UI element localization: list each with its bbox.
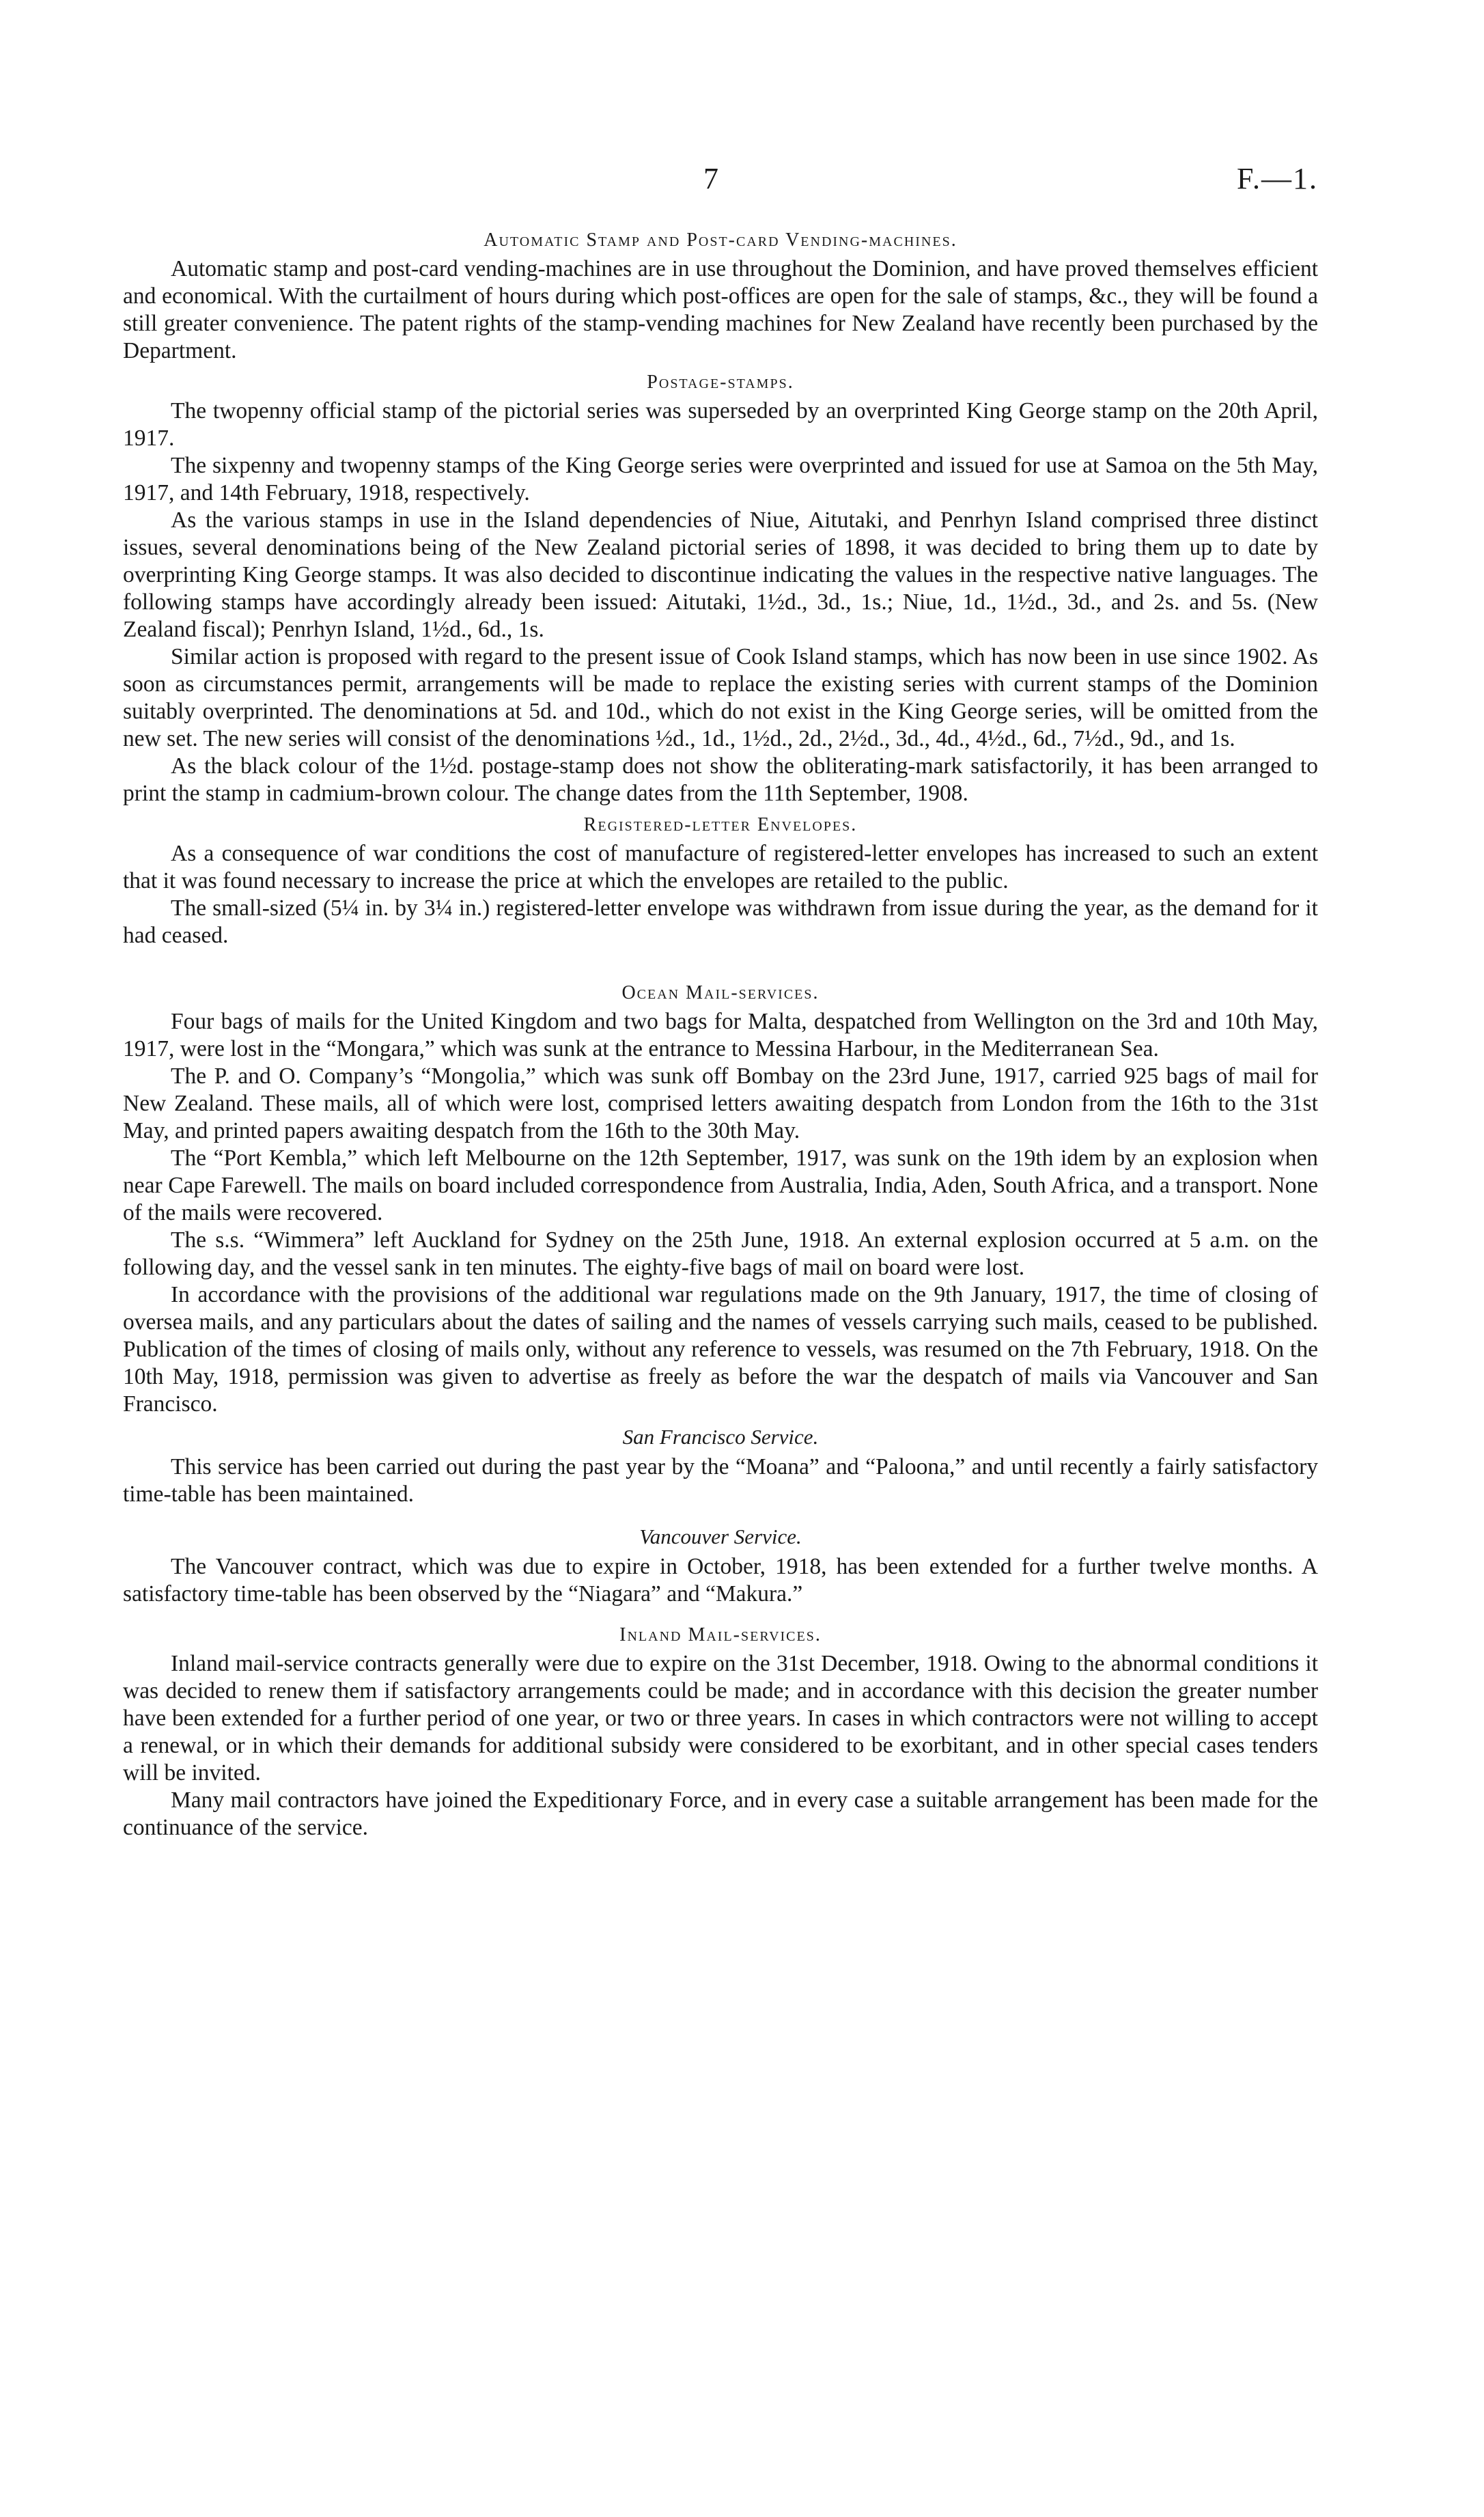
spacer bbox=[123, 1508, 1318, 1518]
document-page bbox=[123, 161, 1318, 1841]
section-heading-inland-mail: Inland Mail-services. bbox=[619, 1624, 822, 1645]
document-reference: F.—1. bbox=[1237, 162, 1318, 195]
paragraph: The Vancouver contract, which was due to expire in October, 1918, has been extended for a further twelve months. A satisfactory time-table has been observed by the “Niagara” and “Makura.” bbox=[123, 1554, 1318, 1607]
paragraph: The sixpenny and twopenny stamps of the King George series were overprinted and issued for use at Samoa on the 5th May, 1917, and 14th February, 1918, respectively. bbox=[123, 453, 1318, 505]
section-heading-automatic-machines: Automatic Stamp and Post-card Vending-machines. bbox=[484, 230, 957, 251]
section-heading-ocean-mail: Ocean Mail-services. bbox=[621, 982, 820, 1003]
subsection-heading-san-francisco: San Francisco Service. bbox=[622, 1425, 819, 1449]
subsection-heading-vancouver: Vancouver Service. bbox=[639, 1525, 802, 1548]
page-header bbox=[123, 161, 1318, 223]
paragraph: Four bags of mails for the United Kingdom and two bags for Malta, despatched from Wellington on the 3rd and 10th May, 1917, were lost in the “Mongara,” which was sunk at the entrance to Messina Harbour, in the Mediterranean Sea. bbox=[123, 1009, 1318, 1061]
paragraph: The twopenny official stamp of the pictorial series was superseded by an overprinted King George stamp on the 20th April, 1917. bbox=[123, 398, 1318, 451]
paragraph: The s.s. “Wimmera” left Auckland for Sydney on the 25th June, 1918. An external explosion occurred at 5 a.m. on the following day, and the vessel sank in ten minutes. The eighty-five bags of mail on board were lost. bbox=[123, 1227, 1318, 1280]
paragraph: Similar action is proposed with regard to the present issue of Cook Island stamps, which has now been in use since 1902. As soon as circumstances permit, arrangements will be made to replace the existing series with current stamps of the Dominion suitably overprinted. The denominations at 5d. and 10d., which do not exist in the King George series, will be omitted from the new set. The new series will consist of the denominations ½d., 1d., 1½d., 2d., 2½d., 3d., 4d., 4½d., 6d., 7½d., 9d., and 1s. bbox=[123, 644, 1318, 751]
paragraph: In accordance with the provisions of the additional war regulations made on the 9th January, 1917, the time of closing of oversea mails, and any particulars about the dates of sailing and the names of vessels carrying such mails, ceased to be published. Publication of the times of closing of mails only, without any reference to vessels, was resumed on the 7th February, 1918. On the 10th May, 1918, permission was given to advertise as freely as before the war the despatch of mails via Vancouver and San Francisco. bbox=[123, 1282, 1318, 1417]
paragraph: Automatic stamp and post-card vending-machines are in use throughout the Dominion, and have proved themselves efficient and economical. With the curtailment of hours during which post-offices are open for the sale of stamps, &c., they will be found a still greater convenience. The patent rights of the stamp-vending machines for New Zealand have recently been purchased by the Department. bbox=[123, 256, 1318, 363]
page-number: 7 bbox=[703, 162, 718, 195]
spacer bbox=[123, 1608, 1318, 1617]
paragraph: Inland mail-service contracts generally were due to expire on the 31st December, 1918. Owing to the abnormal conditions it was decided to renew them if satisfactory arrangements could be made; and in accordance with this decision the greater number have been extended for a further period of one year, or two or three years. In cases in which contractors were not willing to accept a renewal, or in which their demands for additional subsidy were considered to be exorbitant, and in other special cases tenders will be invited. bbox=[123, 1651, 1318, 1785]
paragraph: The P. and O. Company’s “Mongolia,” which was sunk off Bombay on the 23rd June, 1917, carried 925 bags of mail for New Zealand. These mails, all of which were lost, comprised letters awaiting despatch from London from the 16th to the 31st May, and printed papers awaiting despatch from the 16th to the 30th May. bbox=[123, 1063, 1318, 1143]
section-heading-postage-stamps: Postage-stamps. bbox=[647, 372, 794, 393]
paragraph: Many mail contractors have joined the Expeditionary Force, and in every case a suitable arrangement has been made for the continuance of the service. bbox=[123, 1788, 1318, 1840]
paragraph: The small-sized (5¼ in. by 3¼ in.) registered-letter envelope was withdrawn from issue during the year, as the demand for it had ceased. bbox=[123, 895, 1318, 948]
paragraph: As the black colour of the 1½d. postage-stamp does not show the obliterating-mark satisfactorily, it has been arranged to print the stamp in cadmium-brown colour. The change dates from the 11th September, 1908. bbox=[123, 753, 1318, 806]
spacer bbox=[123, 949, 1318, 975]
paragraph: As a consequence of war conditions the cost of manufacture of registered-letter envelopes has increased to such an extent that it was found necessary to increase the price at which the envelopes are retailed to the public. bbox=[123, 841, 1318, 893]
paragraph: The “Port Kembla,” which left Melbourne on the 12th September, 1917, was sunk on the 19th idem by an explosion when near Cape Farewell. The mails on board included correspondence from Australia, India, Aden, South Africa, and a transport. None of the mails were recovered. bbox=[123, 1145, 1318, 1225]
paragraph: This service has been carried out during the past year by the “Moana” and “Paloona,” and until recently a fairly satisfactory time-table has been maintained. bbox=[123, 1454, 1318, 1507]
section-heading-registered-envelopes: Registered-letter Envelopes. bbox=[583, 814, 858, 835]
paragraph: As the various stamps in use in the Island dependencies of Niue, Aitutaki, and Penrhyn Island comprised three distinct issues, several denominations being of the New Zealand pictorial series of 1898, it was decided to bring them up to date by overprinting King George stamps. It was also decided to discontinue indicating the values in the respective native languages. The following stamps have accordingly already been issued: Aitutaki, 1½d., 3d., 1s.; Niue, 1d., 1½d., 3d., and 2s. and 5s. (New Zealand fiscal); Penrhyn Island, 1½d., 6d., 1s. bbox=[123, 507, 1318, 642]
